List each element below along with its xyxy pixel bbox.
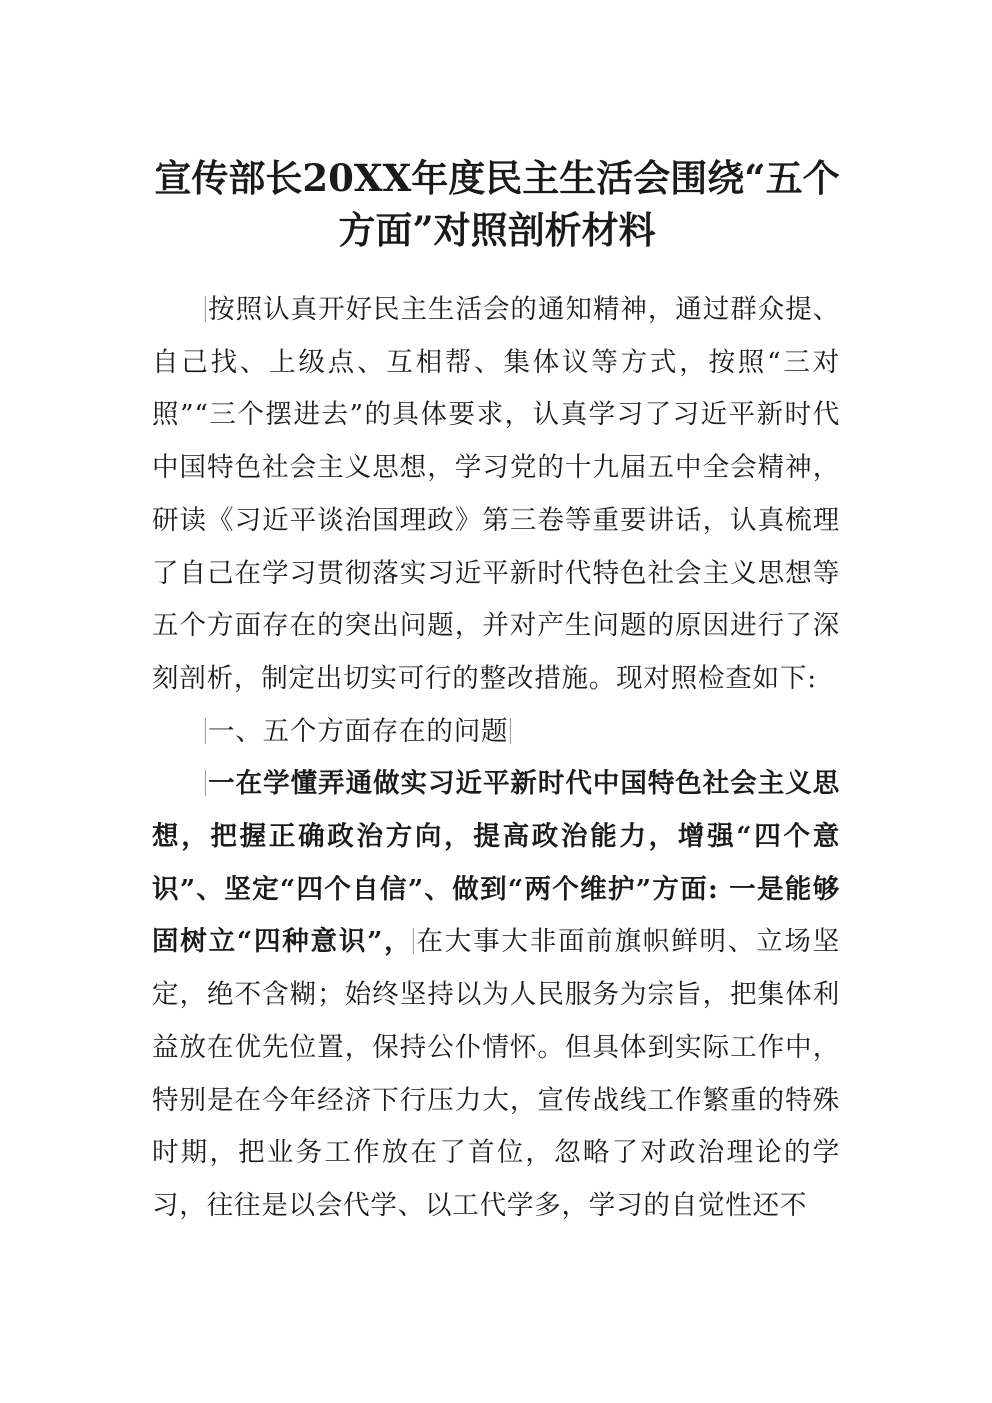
paragraph-marker: [205, 718, 206, 744]
title-line-1: 宣传部长20XX年度民主生活会围绕“五个: [154, 156, 840, 200]
paragraph-marker: [510, 718, 511, 744]
paragraph-marker: [205, 770, 206, 796]
point-1-text: 在大事大非面前旗帜鲜明、立场坚定，绝不含糊；始终坚持以为人民服务为宗旨，把集体利益放在优先位置，保持公仆情怀。但具体到实际工作中，特别是在今年经济下行压力大，宣传战线工作繁重的特殊时期，把业务工作放在了首位，忽略了对政治理论的学习，往往是以会代学、以工代学多，学习的自觉性还不: [152, 926, 840, 1221]
section-1-heading: 一、五个方面存在的问题: [208, 715, 509, 747]
intro-text: 按照认真开好民主生活会的通知精神，通过群众提、自己找、上级点、互相帮、集体议等方式，按照“三对照”“三个摆进去”的具体要求，认真学习了习近平新时代中国特色社会主义思想，学习党的十九届五中全会精神，研读《习近平谈治国理政》第三卷等重要讲话，认真梳理了自己在学习贯彻落实习近平新时代特色社会主义思想等五个方面存在的突出问题，并对产生问题的原因进行了深刻剖析，制定出切实可行的整改措施。现对照检查如下:: [152, 294, 840, 694]
document-body: [152, 284, 840, 1233]
title-line-2: 方面”对照剖析材料: [338, 208, 656, 252]
document-title: [150, 152, 844, 256]
point-1-bold-text: 一在学懂弄通做实习近平新时代中国特色社会主义思想，把握正确政治方向，提高政治能力，增强“四个意识”、坚定“四个自信”、做到“两个维护”方面: 一是能够固树立“四种意识”，: [152, 768, 840, 958]
point-1-paragraph: [152, 758, 840, 1232]
paragraph-marker: [413, 928, 414, 954]
paragraph-marker: [205, 296, 206, 322]
intro-paragraph: [152, 284, 840, 706]
section-heading: [152, 706, 840, 759]
